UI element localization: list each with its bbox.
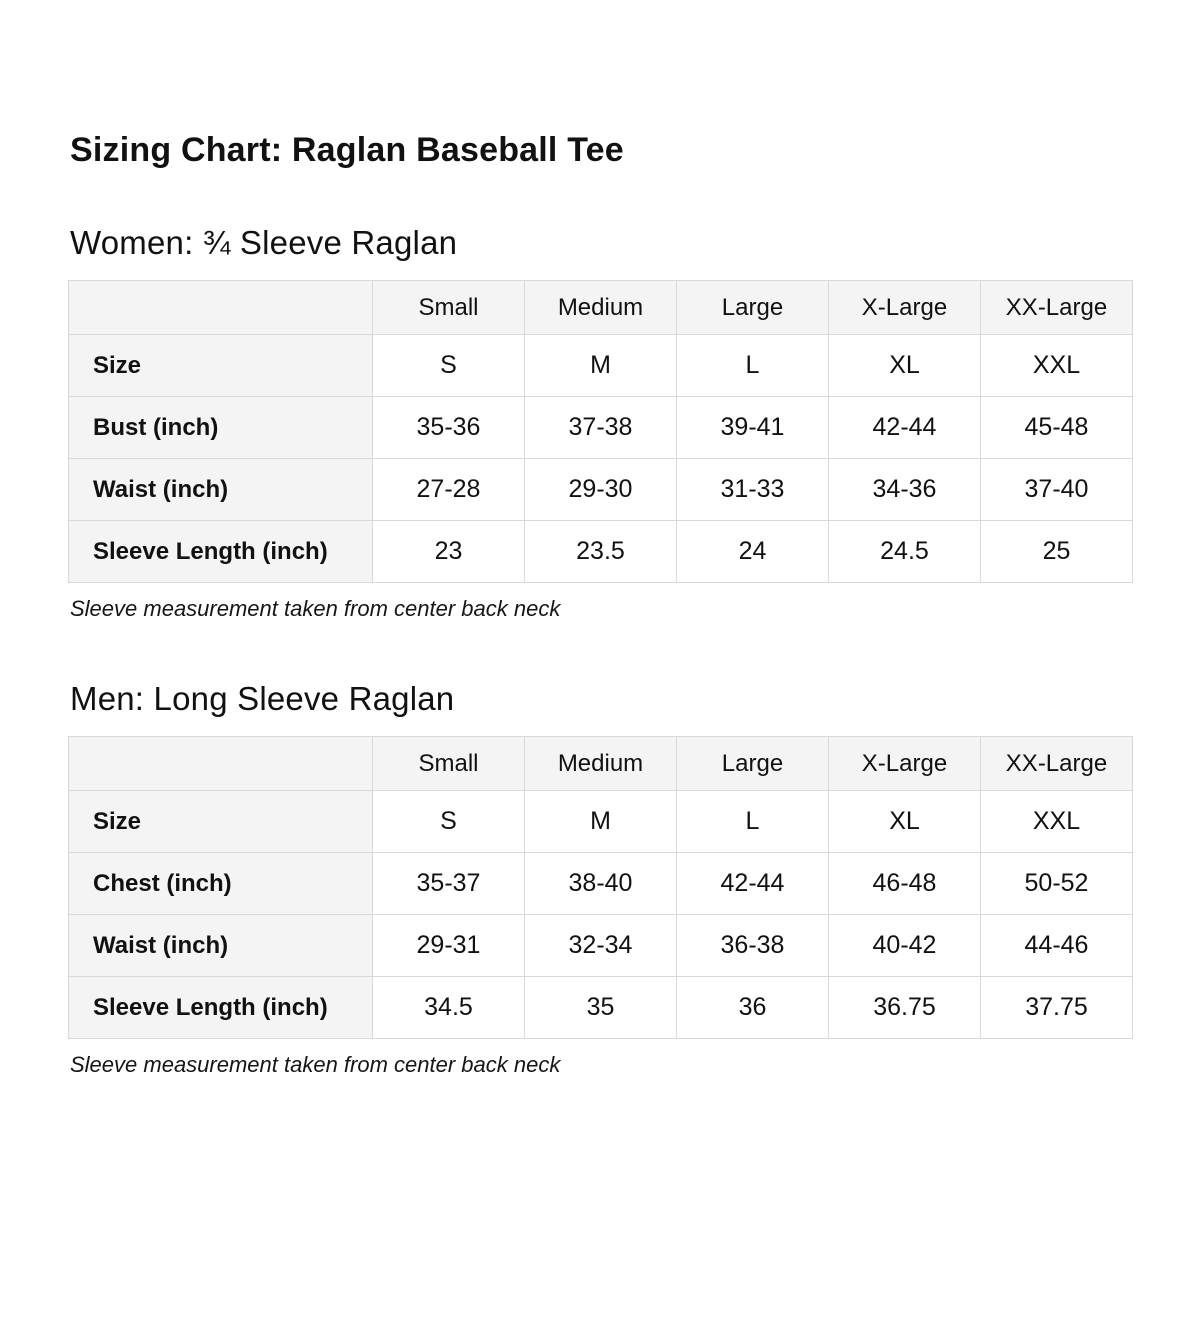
women-col-header-medium: Medium: [525, 281, 677, 335]
table-cell: 44-46: [981, 915, 1133, 977]
row-label: Chest (inch): [69, 853, 373, 915]
table-cell: 37-40: [981, 459, 1133, 521]
women-section-heading: Women: ¾ Sleeve Raglan: [70, 223, 458, 261]
table-cell: 32-34: [525, 915, 677, 977]
table-cell: 42-44: [677, 853, 829, 915]
row-label: Waist (inch): [69, 915, 373, 977]
table-cell: 46-48: [829, 853, 981, 915]
table-cell: 31-33: [677, 459, 829, 521]
table-cell: 36.75: [829, 977, 981, 1039]
table-cell: 40-42: [829, 915, 981, 977]
table-cell: 27-28: [373, 459, 525, 521]
women-sleeve-footnote: Sleeve measurement taken from center back neck: [70, 596, 561, 622]
table-cell: S: [373, 791, 525, 853]
women-row-bust: [69, 397, 1133, 459]
men-row-size: [69, 791, 1133, 853]
table-cell: XL: [829, 791, 981, 853]
table-cell: 23.5: [525, 521, 677, 583]
row-label: Sleeve Length (inch): [69, 977, 373, 1039]
table-cell: XL: [829, 335, 981, 397]
table-cell: 37-38: [525, 397, 677, 459]
sizing-chart-page: [0, 130, 1200, 1330]
table-cell: 39-41: [677, 397, 829, 459]
men-sleeve-footnote: Sleeve measurement taken from center back neck: [70, 1052, 561, 1078]
women-row-waist: [69, 459, 1133, 521]
table-cell: 42-44: [829, 397, 981, 459]
women-corner-cell: [69, 281, 373, 335]
row-label: Waist (inch): [69, 459, 373, 521]
table-cell: 24.5: [829, 521, 981, 583]
men-row-chest: [69, 853, 1133, 915]
women-section: [68, 223, 1132, 622]
row-label: Bust (inch): [69, 397, 373, 459]
table-cell: 29-30: [525, 459, 677, 521]
table-cell: 34.5: [373, 977, 525, 1039]
table-cell: M: [525, 335, 677, 397]
table-cell: 45-48: [981, 397, 1133, 459]
table-cell: 35-36: [373, 397, 525, 459]
table-cell: S: [373, 335, 525, 397]
table-cell: 23: [373, 521, 525, 583]
page-title: Sizing Chart: Raglan Baseball Tee: [70, 131, 624, 169]
women-col-header-small: Small: [373, 281, 525, 335]
men-row-waist: [69, 915, 1133, 977]
men-table-header-row: [69, 737, 1133, 791]
men-col-header-large: Large: [677, 737, 829, 791]
table-cell: 25: [981, 521, 1133, 583]
men-section: [68, 679, 1132, 1078]
table-cell: 35-37: [373, 853, 525, 915]
men-corner-cell: [69, 737, 373, 791]
table-cell: XXL: [981, 791, 1133, 853]
table-cell: 36: [677, 977, 829, 1039]
table-cell: 34-36: [829, 459, 981, 521]
table-cell: 50-52: [981, 853, 1133, 915]
women-col-header-large: Large: [677, 281, 829, 335]
women-table-header-row: [69, 281, 1133, 335]
table-cell: 29-31: [373, 915, 525, 977]
table-cell: 36-38: [677, 915, 829, 977]
men-col-header-medium: Medium: [525, 737, 677, 791]
women-col-header-x-large: X-Large: [829, 281, 981, 335]
men-col-header-x-large: X-Large: [829, 737, 981, 791]
row-label: Sleeve Length (inch): [69, 521, 373, 583]
women-row-size: [69, 335, 1133, 397]
table-cell: L: [677, 791, 829, 853]
table-cell: XXL: [981, 335, 1133, 397]
table-cell: 35: [525, 977, 677, 1039]
men-size-table: [68, 736, 1133, 1039]
table-cell: 38-40: [525, 853, 677, 915]
women-col-header-xx-large: XX-Large: [981, 281, 1133, 335]
men-col-header-small: Small: [373, 737, 525, 791]
row-label: Size: [69, 335, 373, 397]
table-cell: M: [525, 791, 677, 853]
men-row-sleeve-length: [69, 977, 1133, 1039]
table-cell: 37.75: [981, 977, 1133, 1039]
women-size-table: [68, 280, 1133, 583]
men-col-header-xx-large: XX-Large: [981, 737, 1133, 791]
row-label: Size: [69, 791, 373, 853]
women-row-sleeve-length: [69, 521, 1133, 583]
table-cell: 24: [677, 521, 829, 583]
table-cell: L: [677, 335, 829, 397]
men-section-heading: Men: Long Sleeve Raglan: [70, 679, 455, 717]
